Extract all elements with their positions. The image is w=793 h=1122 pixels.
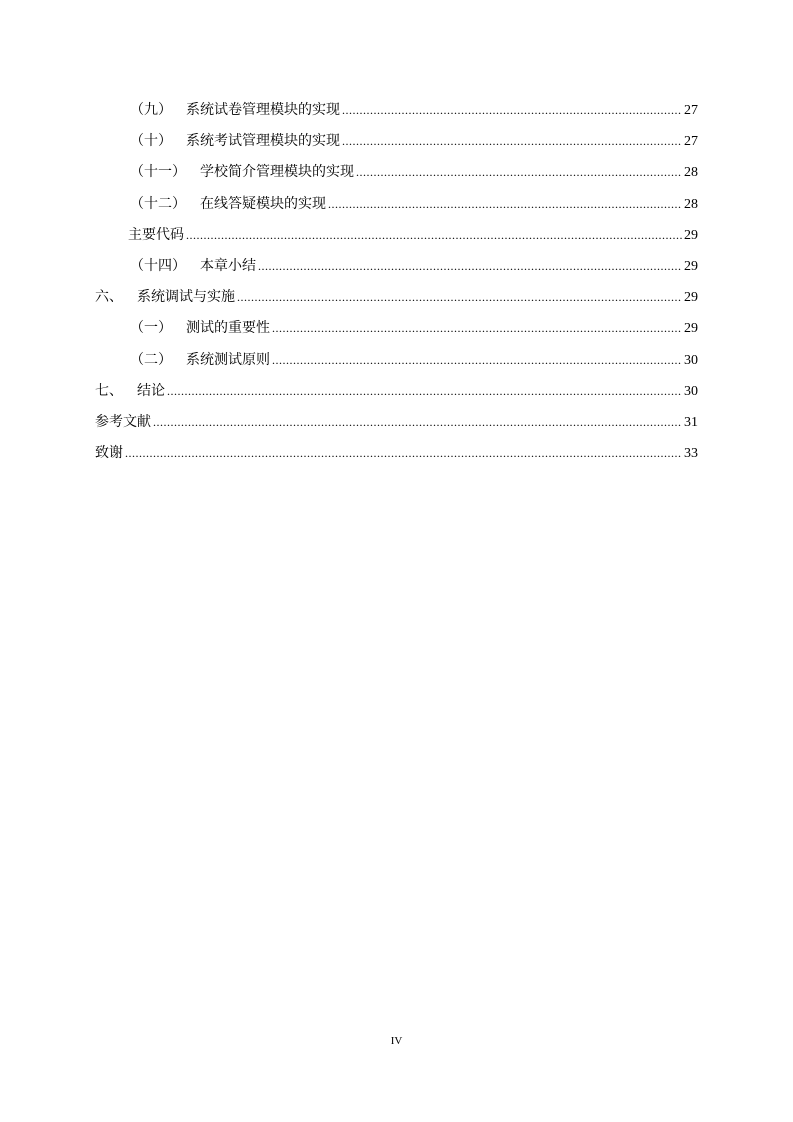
toc-entry-label: [130, 126, 340, 157]
toc-entry[interactable]: [95, 220, 698, 251]
toc-entry[interactable]: [95, 407, 698, 438]
toc-entry-number: （十）: [130, 133, 172, 150]
page-number-footer: [0, 1035, 793, 1047]
dot-leader: [167, 376, 682, 407]
toc-entry-page: 33: [684, 446, 698, 462]
toc-entry-label: [130, 345, 270, 376]
toc-entry[interactable]: [95, 157, 698, 188]
dot-leader: [342, 126, 682, 157]
toc-entry[interactable]: [95, 376, 698, 407]
dot-leader: [237, 282, 682, 313]
toc-entry-label: [130, 95, 340, 126]
toc-entry-title: 学校简介管理模块的实现: [200, 164, 354, 181]
toc-entry-title: 系统考试管理模块的实现: [186, 133, 340, 150]
toc-entry[interactable]: [95, 438, 698, 469]
toc-entry-title: 本章小结: [200, 257, 256, 274]
toc-entry-label: [95, 282, 235, 313]
toc-entry-number: （二）: [130, 351, 172, 368]
toc-entry-title: 主要代码: [128, 226, 184, 243]
toc-entry[interactable]: [95, 313, 698, 344]
toc-entry-page: 30: [684, 352, 698, 368]
toc-entry-title: 系统试卷管理模块的实现: [186, 102, 340, 118]
toc-entry-title: 参考文献: [95, 413, 151, 430]
toc-entry-page: 28: [684, 165, 698, 181]
toc-entry-label: [95, 376, 165, 407]
toc-entry[interactable]: [95, 126, 698, 157]
toc-entry-page: 29: [684, 227, 698, 243]
toc-entry-number: （十四）: [130, 257, 186, 274]
toc-entry-page: 30: [684, 383, 698, 399]
toc-entry-title: 结论: [137, 382, 165, 399]
dot-leader: [272, 313, 682, 344]
toc-entry-number: （九）: [130, 102, 172, 118]
toc-entry-label: [128, 220, 184, 251]
page-number: IV: [390, 1035, 403, 1047]
toc-entry-page: 29: [684, 258, 698, 274]
dot-leader: [342, 95, 682, 126]
dot-leader: [153, 407, 682, 438]
toc-entry-title: 在线答疑模块的实现: [200, 195, 326, 212]
toc-entry[interactable]: [95, 345, 698, 376]
toc-entry-page: 29: [684, 290, 698, 306]
dot-leader: [356, 157, 682, 188]
toc-entry-label: [95, 438, 123, 469]
dot-leader: [186, 220, 682, 251]
toc-entry-label: [130, 157, 354, 188]
toc-entry[interactable]: [95, 189, 698, 220]
toc-entry-title: 测试的重要性: [186, 320, 270, 337]
toc-entry-title: 致谢: [95, 445, 123, 462]
dot-leader: [125, 438, 682, 469]
toc-entry-number: 七、: [95, 382, 123, 399]
dot-leader: [258, 251, 682, 282]
toc-entry[interactable]: [95, 95, 698, 126]
toc-entry[interactable]: [95, 251, 698, 282]
toc-entry-number: （一）: [130, 320, 172, 337]
toc-entry-page: 27: [684, 134, 698, 150]
dot-leader: [272, 345, 682, 376]
toc-entry-page: 28: [684, 196, 698, 212]
toc-entry-page: 27: [684, 103, 698, 118]
dot-leader: [328, 189, 682, 220]
toc-entry-number: 六、: [95, 289, 123, 306]
toc-entry-page: 31: [684, 414, 698, 430]
toc-entry-number: （十二）: [130, 195, 186, 212]
toc-entry-number: （十一）: [130, 164, 186, 181]
toc-entry-label: [130, 189, 326, 220]
toc-entry-label: [95, 407, 151, 438]
toc-entry-title: 系统调试与实施: [137, 289, 235, 306]
toc-entry-page: 29: [684, 321, 698, 337]
toc-entry-label: [130, 313, 270, 344]
toc-entry-label: [130, 251, 256, 282]
table-of-contents: [95, 95, 698, 469]
toc-entry[interactable]: [95, 282, 698, 313]
toc-entry-title: 系统测试原则: [186, 351, 270, 368]
